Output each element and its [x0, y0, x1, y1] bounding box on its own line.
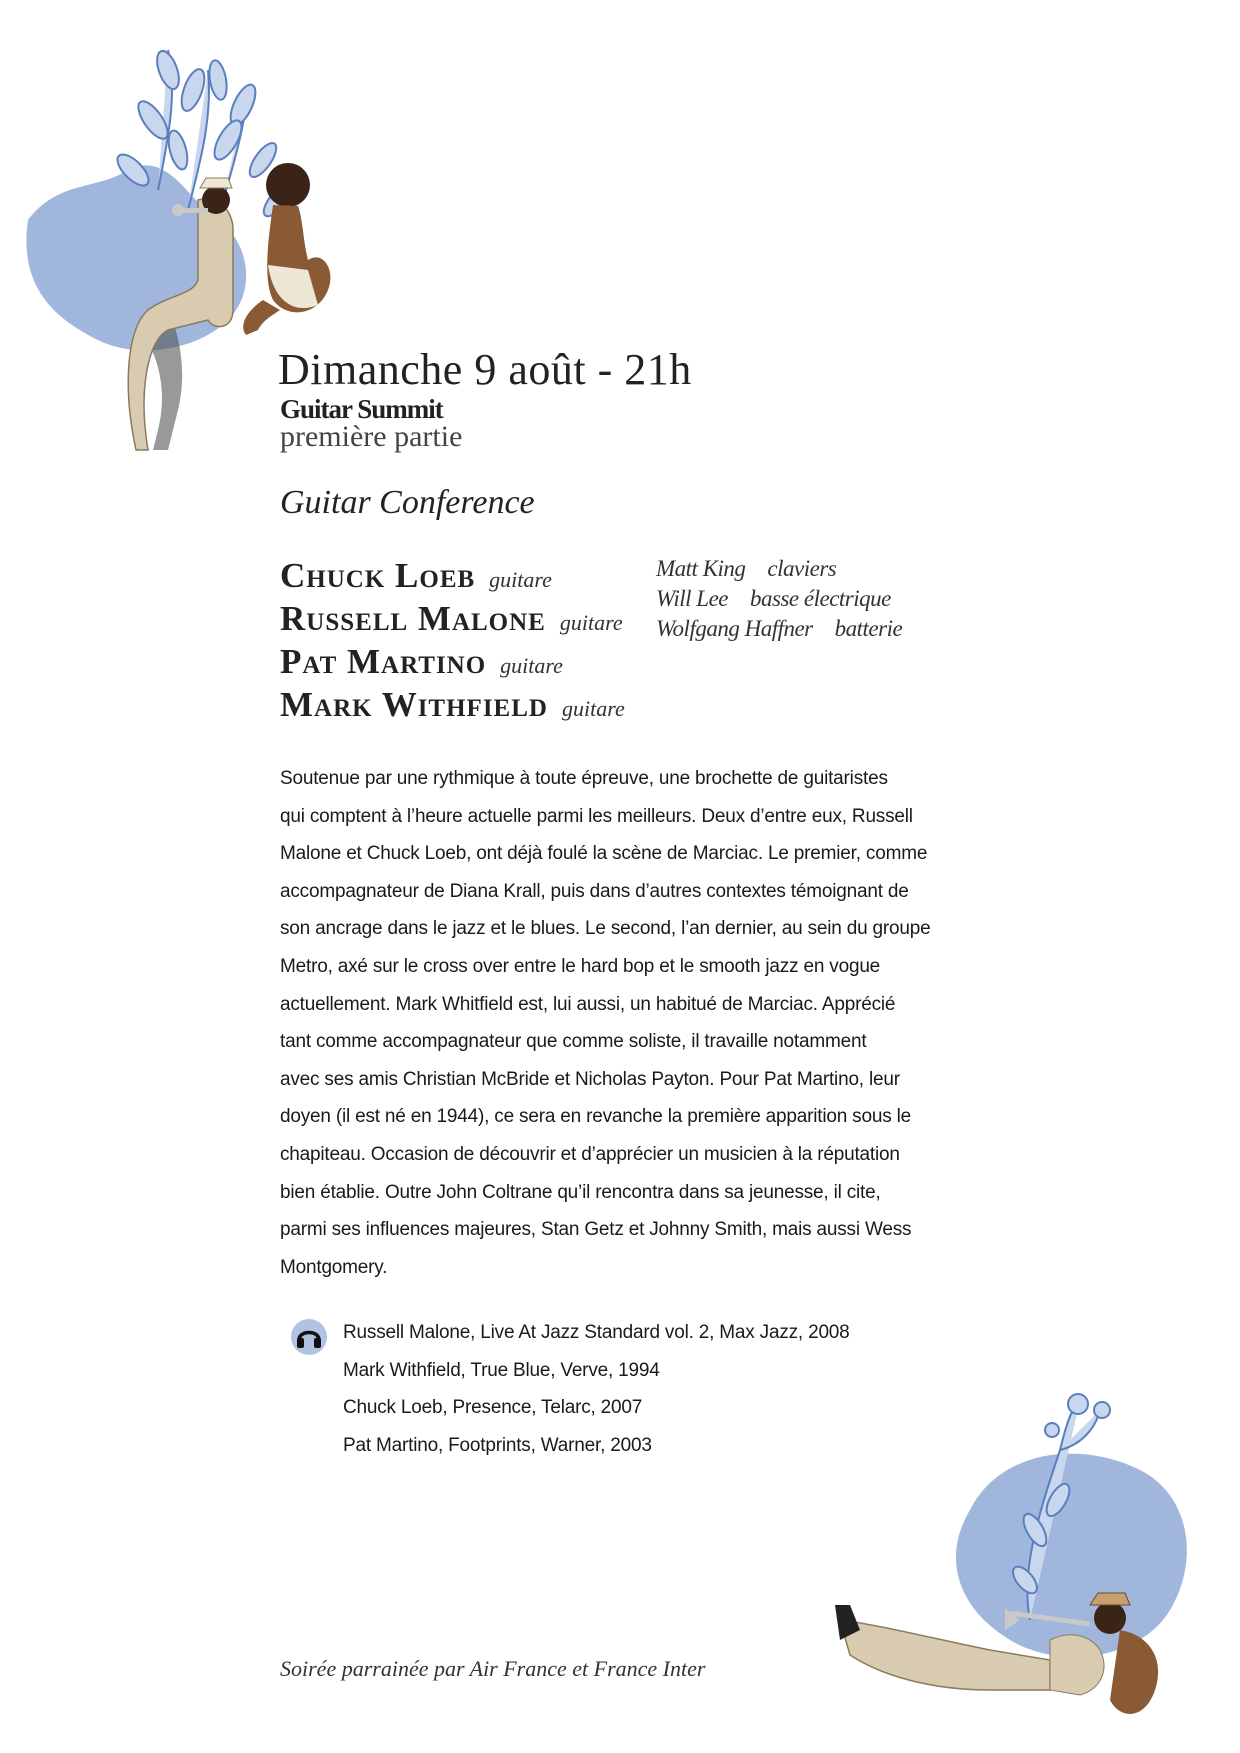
discography-item: Pat Martino, Footprints, Warner, 2003: [343, 1434, 652, 1456]
lead-musician-row: [280, 556, 625, 599]
musician-instrument: guitare: [561, 696, 625, 721]
paragraph-line: tant comme accompagnateur que comme soliste, il travaille notamment: [280, 1031, 867, 1053]
event-subtitle: Guitar Summit: [280, 394, 443, 424]
lead-musician-row: [280, 599, 625, 642]
event-date-title: Dimanche 9 août - 21h: [278, 345, 692, 394]
discography-list: [343, 1322, 850, 1472]
discography-item: Russell Malone, Live At Jazz Standard vol. 2, Max Jazz, 2008: [343, 1322, 850, 1343]
lead-musician-row: [280, 685, 625, 728]
paragraph-line: parmi ses influences majeures, Stan Getz et Johnny Smith, mais aussi Wess: [280, 1219, 912, 1241]
side-musician-row: [656, 556, 902, 586]
paragraph-line: Soutenue par une rythmique à toute épreuve, une brochette de guitaristes: [280, 768, 888, 789]
paragraph-line: Metro, axé sur le cross over entre le hard bop et le smooth jazz en vogue: [280, 955, 881, 977]
musician-instrument: basse électrique: [750, 586, 891, 611]
description-paragraph: [280, 760, 931, 1286]
paragraph-line: avec ses amis Christian McBride et Nicholas Payton. Pour Pat Martino, leur: [280, 1068, 900, 1090]
trumpet-player-illustration: [820, 1390, 1240, 1750]
paragraph-line: chapiteau. Occasion de découvrir et d’apprécier un musicien à la réputation: [280, 1143, 900, 1165]
lead-musician-list: [280, 556, 625, 728]
musician-name: Will Lee: [656, 586, 729, 611]
musician-name: Pat Martino: [280, 642, 487, 681]
sponsor-note: Soirée parrainée par Air France et France Inter: [280, 1656, 706, 1681]
musician-name: Mark Withfield: [280, 685, 548, 724]
discography-item: Chuck Loeb, Presence, Telarc, 2007: [343, 1397, 643, 1418]
lead-musician-row: [280, 642, 625, 685]
musician-name: Russell Malone: [280, 599, 546, 638]
paragraph-line: qui comptent à l’heure actuelle parmi les meilleurs. Deux d’entre eux, Russell: [280, 805, 913, 827]
group-name: Guitar Conference: [280, 484, 535, 521]
paragraph-line: accompagnateur de Diana Krall, puis dans d’autres contextes témoignant de: [280, 880, 909, 902]
musician-instrument: guitare: [559, 610, 623, 635]
musician-instrument: guitare: [489, 567, 552, 592]
side-musician-list: [656, 556, 902, 646]
side-musician-row: [656, 586, 902, 616]
paragraph-line: Malone et Chuck Loeb, ont déjà foulé la scène de Marciac. Le premier, comme: [280, 843, 928, 865]
headphones-icon: [290, 1318, 328, 1356]
event-part: première partie: [280, 420, 463, 453]
musician-name: Wolfgang Haffner: [656, 616, 813, 641]
musician-instrument: claviers: [767, 556, 837, 581]
paragraph-line: son ancrage dans le jazz et le blues. Le second, l’an dernier, au sein du groupe: [280, 918, 931, 940]
musician-instrument: guitare: [500, 653, 563, 678]
paragraph-line: actuellement. Mark Whitfield est, lui aussi, un habitué de Marciac. Apprécié: [280, 993, 896, 1015]
musician-name: Chuck Loeb: [280, 556, 476, 595]
paragraph-line: Montgomery.: [280, 1256, 388, 1278]
paragraph-line: bien établie. Outre John Coltrane qu’il rencontra dans sa jeunesse, il cite,: [280, 1181, 881, 1203]
discography-item: Mark Withfield, True Blue, Verve, 1994: [343, 1359, 660, 1381]
side-musician-row: [656, 616, 902, 646]
musician-instrument: batterie: [834, 616, 903, 641]
paragraph-line: doyen (il est né en 1944), ce sera en revanche la première apparition sous le: [280, 1106, 911, 1128]
musician-name: Matt King: [656, 556, 746, 581]
